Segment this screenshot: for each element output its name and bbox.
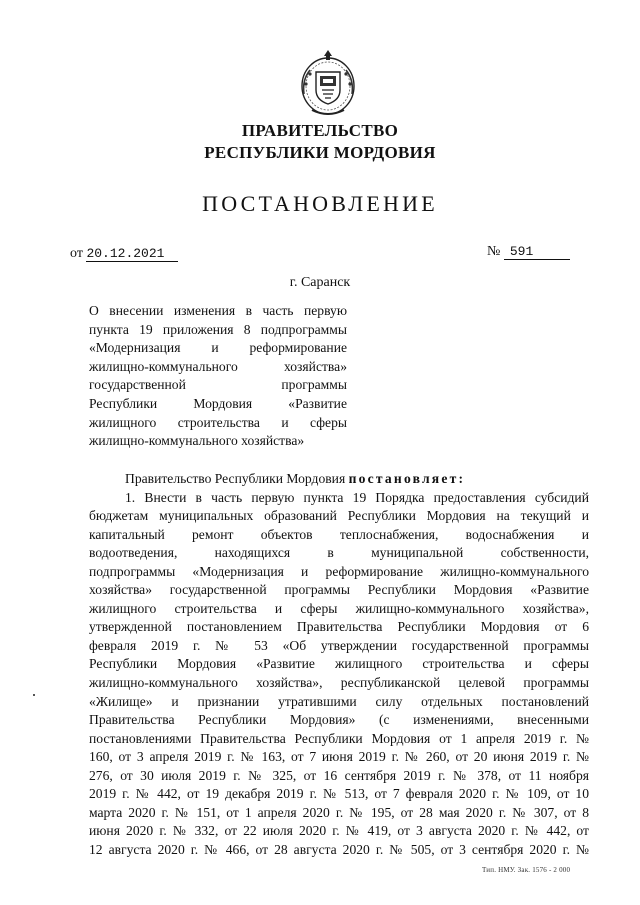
body-resolves: постановляет: [348, 471, 466, 486]
number-line [487, 244, 570, 260]
print-mark: Тип. НМУ. Зак. 1576 - 2 000 [482, 866, 571, 874]
subject-line: государственной программы [89, 377, 347, 393]
subject-line: жилищно-коммунального хозяйства» [89, 358, 347, 374]
body-line: хозяйства» государственной программы Республики Мордовия «Развитие [89, 582, 589, 598]
date-prefix: от [70, 246, 83, 261]
body-line: 12 августа 2020 г. № 466, от 28 августа 2020 г. № 505, от 3 сентября 2020 г. № [89, 841, 589, 857]
body-line: Республики Мордовия «Развитие жилищного строительства и сферы [89, 656, 589, 672]
number-prefix: № [487, 244, 501, 259]
body-line: утвержденной постановлением Правительства Республики Мордовия от 6 [89, 619, 589, 635]
subject-line: «Модернизация и реформирование [89, 340, 347, 356]
body-intro-line [89, 470, 589, 489]
subject-line: О внесении изменения в часть первую [89, 303, 347, 318]
body-line: постановлениями Правительства Республики Мордовия от 1 апреля 2019 г. № [89, 730, 589, 746]
organization-line-2: РЕСПУБЛИКИ МОРДОВИЯ [204, 143, 436, 162]
subject-line: жилищного строительства и сферы [89, 414, 347, 430]
subject-line: Республики Мордовия «Развитие [89, 395, 347, 411]
body-intro: Правительство Республики Мордовия [125, 471, 346, 486]
coat-of-arms-icon [296, 44, 360, 118]
document-subject [89, 302, 347, 451]
body-line: «Жилище» и признании утратившими силу отдельных постановлений [89, 693, 589, 709]
body-line: 1. Внести в часть первую пункта 19 Порядка предоставления субсидий [125, 489, 589, 505]
body-line: бюджетам муниципальных образований Республики Мордовия на текущий и [89, 508, 589, 524]
body-line: июня 2020 г. № 332, от 22 июля 2020 г. № 419, от 3 августа 2020 г. № 442, от [89, 823, 589, 839]
body-line: Правительства Республики Мордовия» (с изменениями, внесенными [89, 712, 589, 728]
date-line [70, 246, 178, 262]
body-line: 276, от 30 июля 2019 г. № 325, от 16 сентября 2019 г. № 378, от 11 ноября [89, 767, 589, 783]
margin-mark [33, 694, 35, 696]
body-line: капитальный ремонт объектов теплоснабжения, водоснабжения и [89, 526, 589, 542]
body-line: 160, от 3 апреля 2019 г. № 163, от 7 июня 2019 г. № 260, от 20 июня 2019 г. № [89, 749, 589, 765]
body-line: марта 2020 г. № 151, от 1 апреля 2020 г. № 195, от 28 мая 2020 г. № 307, от 8 [89, 804, 589, 820]
organization-line-1: ПРАВИТЕЛЬСТВО [241, 121, 399, 140]
body-line: февраля 2019 г. № 53 «Об утверждении государственной программы [89, 637, 589, 653]
subject-line: жилищно-коммунального хозяйства» [89, 433, 305, 449]
city: г. Саранск [289, 275, 351, 290]
body-line: подпрограммы «Модернизация и реформирование жилищно-коммунального [89, 563, 589, 579]
document-type: ПОСТАНОВЛЕНИЕ [202, 191, 438, 216]
body-line: жилищно-коммунального хозяйства», республиканской целевой программы [89, 675, 589, 691]
body-line: 2019 г. № 442, от 19 декабря 2019 г. № 513, от 7 февраля 2020 г. № 109, от 10 [89, 786, 589, 802]
body-line: водоотведения, находящихся в муниципальной собственности, [89, 545, 589, 561]
document-body [89, 470, 589, 859]
document-date: 20.12.2021 [86, 246, 178, 262]
body-line: жилищного строительства и сферы жилищно-коммунального хозяйства», [89, 600, 589, 616]
document-number: 591 [504, 244, 570, 260]
subject-line: пункта 19 приложения 8 подпрограммы [89, 321, 347, 337]
